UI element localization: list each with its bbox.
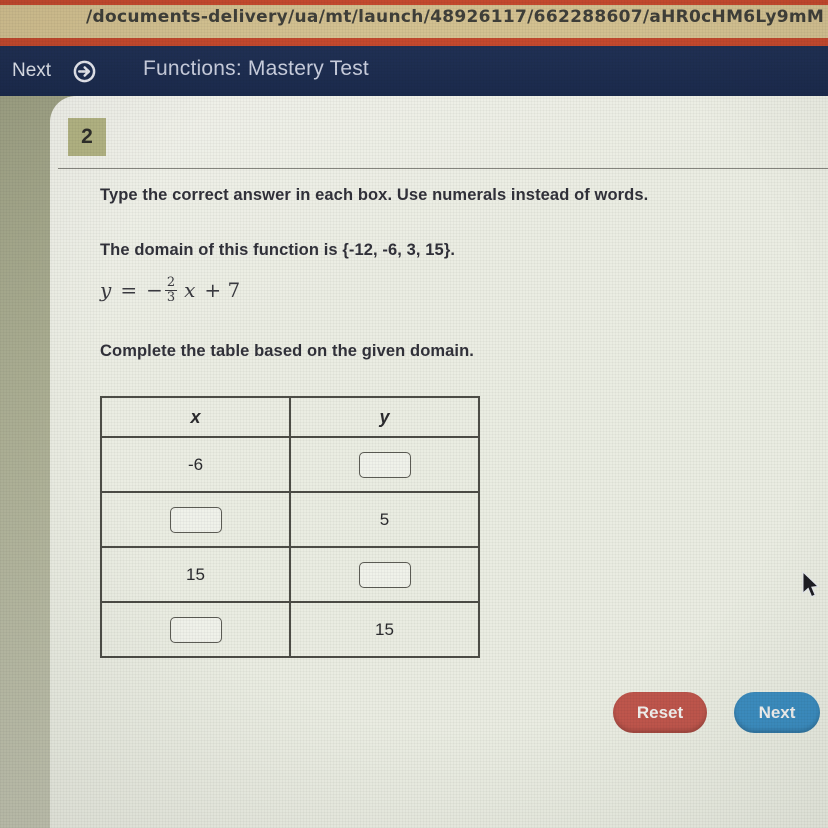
answer-input-row1-y[interactable] bbox=[359, 452, 411, 478]
function-table bbox=[100, 396, 480, 658]
question-number-badge: 2 bbox=[68, 118, 106, 156]
cell-x-value: 15 bbox=[101, 547, 290, 602]
reset-button[interactable]: Reset bbox=[613, 692, 707, 733]
header-next-label: Next bbox=[12, 60, 52, 81]
function-equation bbox=[100, 276, 240, 304]
arrow-circle-right-icon bbox=[73, 60, 96, 83]
mouse-cursor-icon bbox=[800, 571, 820, 601]
answer-input-row4-x[interactable] bbox=[170, 617, 222, 643]
answer-input-row2-x[interactable] bbox=[170, 507, 222, 533]
table-prompt-text: Complete the table based on the given domain. bbox=[100, 342, 474, 360]
address-bar[interactable] bbox=[0, 0, 828, 46]
page-background bbox=[0, 96, 828, 828]
equation-tail: + 7 bbox=[204, 278, 241, 303]
cell-x-input-holder bbox=[101, 602, 290, 657]
table-header-x: x bbox=[101, 397, 290, 437]
cell-y-input-holder bbox=[290, 437, 479, 492]
question-card bbox=[50, 96, 828, 828]
fraction-numerator: 2 bbox=[166, 275, 176, 290]
cell-x-value: -6 bbox=[101, 437, 290, 492]
table-row bbox=[101, 437, 479, 492]
equation-equals: = bbox=[120, 278, 138, 303]
table-header-row bbox=[101, 397, 479, 437]
next-button[interactable]: Next bbox=[734, 692, 820, 733]
test-player-header bbox=[0, 46, 828, 96]
cell-y-value: 15 bbox=[290, 602, 479, 657]
equation-fraction bbox=[165, 276, 177, 304]
table-row bbox=[101, 602, 479, 657]
header-divider bbox=[58, 168, 828, 169]
address-bar-url: /documents-delivery/ua/mt/launch/48926117/662288607/aHR0cHM6Ly9mM bbox=[86, 7, 825, 27]
table-row bbox=[101, 547, 479, 602]
table-header-y: y bbox=[290, 397, 479, 437]
instruction-text: Type the correct answer in each box. Use numerals instead of words. bbox=[100, 186, 649, 204]
cell-x-input-holder bbox=[101, 492, 290, 547]
fraction-denominator: 3 bbox=[166, 289, 176, 305]
equation-minus: − bbox=[146, 278, 163, 303]
table-row bbox=[101, 492, 479, 547]
domain-statement-text: The domain of this function is {-12, -6, 3, 15}. bbox=[100, 241, 456, 259]
header-next-button[interactable] bbox=[12, 60, 96, 83]
answer-input-row3-y[interactable] bbox=[359, 562, 411, 588]
cell-y-value: 5 bbox=[290, 492, 479, 547]
equation-lhs: y bbox=[100, 278, 112, 303]
equation-variable: x bbox=[184, 278, 196, 303]
test-title: Functions: Mastery Test bbox=[143, 57, 369, 80]
cell-y-input-holder bbox=[290, 547, 479, 602]
